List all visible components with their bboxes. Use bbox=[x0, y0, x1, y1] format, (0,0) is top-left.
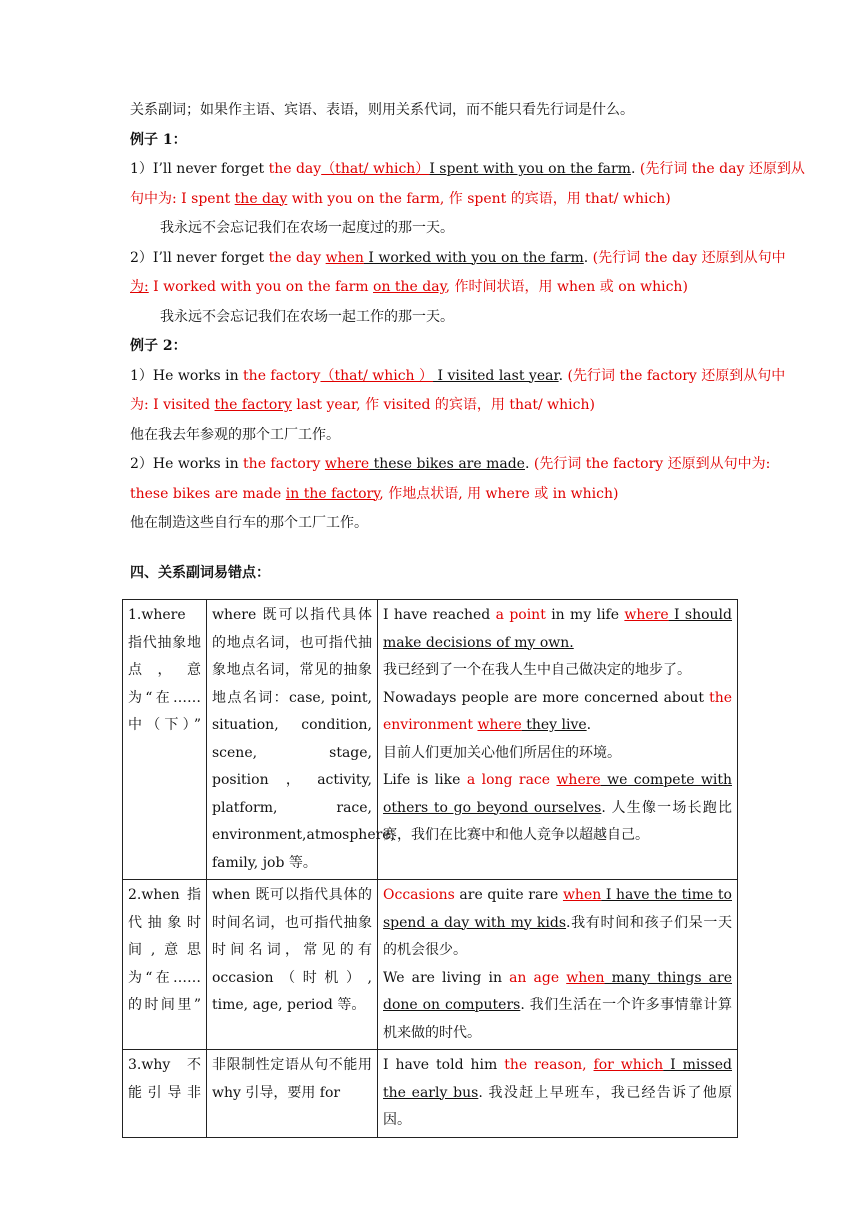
example1-heading: 例子 1： bbox=[130, 131, 187, 148]
example-sentence: Occasions are quite rare when I have the time to spend a day with my kids.我有时间和孩子们呆一天的机会很少。 bbox=[383, 887, 733, 958]
errors-table bbox=[122, 599, 738, 1138]
example2-sentence2-translation: 他在制造这些自行车的那个工厂工作。 bbox=[130, 515, 368, 531]
table-row bbox=[123, 880, 738, 1050]
document-page bbox=[130, 96, 805, 588]
section4-title: 四、关系副词易错点： bbox=[130, 564, 270, 581]
example1-sentence1: 1）I’ll never forget the day（that/ which）I spent with you on the farm. (先行词 the day 还原到从 bbox=[130, 161, 805, 177]
example2-sentence1-note: 为: I visited the factory last year, 作 visited 的宾语，用 that/ which) bbox=[130, 397, 595, 413]
table-row bbox=[123, 600, 738, 880]
table-row bbox=[123, 1050, 738, 1138]
example-sentence: I have reached a point in my life where I should make decisions of my own. bbox=[383, 607, 732, 651]
example1-sentence2: 2）I’ll never forget the day when I worked with you on the farm. (先行词 the day 还原到从句中 bbox=[130, 249, 786, 266]
table-cell-examples bbox=[378, 600, 738, 880]
table-cell-category: 2.when 指代抽象时间,意思为“在……的时间里” bbox=[123, 880, 207, 1050]
table-cell-examples bbox=[378, 1050, 738, 1138]
example-translation: 目前人们更加关心他们所居住的环境。 bbox=[383, 744, 621, 761]
intro-text: 关系副词；如果作主语、宾语、表语，则用关系代词，而不能只看先行词是什么。 bbox=[130, 102, 634, 118]
example-sentence: Nowadays people are more concerned about the environment where they live. bbox=[383, 689, 732, 733]
table-cell-examples bbox=[378, 880, 738, 1050]
example2-heading: 例子 2： bbox=[130, 338, 187, 354]
example-sentence: I have told him the reason, for which I missed the early bus. 我没赶上早班车，我已经告诉了他原因。 bbox=[383, 1057, 733, 1128]
example-sentence: We are living in an age when many things are done on computers. 我们生活在一个许多事情靠计算机来做的时代。 bbox=[383, 969, 732, 1041]
table-cell-explanation: where 既可以指代具体的地点名词，也可指代抽象地点名词，常见的抽象地点名词：case, point, situation, condition, scene, stage, position，activity, platform, race, environment,atmosphere, family, job 等。 bbox=[207, 600, 378, 880]
example1-sentence2-translation: 我永远不会忘记我们在农场一起工作的那一天。 bbox=[160, 308, 454, 325]
table-cell-category: 1.where 指代抽象地点，意为“在……中（下）” bbox=[123, 600, 207, 880]
table-cell-explanation: when 既可以指代具体的时间名词，也可指代抽象时间名词，常见的有 occasion（时机）, time, age, period 等。 bbox=[207, 880, 378, 1050]
example1-sentence1-translation: 我永远不会忘记我们在农场一起度过的那一天。 bbox=[160, 220, 454, 236]
table-cell-explanation: 非限制性定语从句不能用 why 引导，要用 for bbox=[207, 1050, 378, 1138]
example1-sentence2-note: 为: I worked with you on the farm on the day, 作时间状语，用 when 或 on which) bbox=[130, 279, 688, 295]
example-sentence: Life is like a long race where we compete with others to go beyond ourselves. 人生像一场长跑比赛，我们在比赛中和他人竞争以超越自己。 bbox=[383, 772, 732, 843]
example2-sentence1: 1）He works in the factory（that/ which ） I visited last year. (先行词 the factory 还原到从句中 bbox=[130, 367, 786, 384]
example2-sentence2-note: these bikes are made in the factory, 作地点状语, 用 where 或 in which) bbox=[130, 485, 619, 502]
table-cell-category: 3.why 不能引导非 bbox=[123, 1050, 207, 1138]
example1-sentence1-note: 句中为: I spent the day with you on the farm, 作 spent 的宾语，用 that/ which) bbox=[130, 190, 671, 207]
example2-sentence2: 2）He works in the factory where these bikes are made. (先行词 the factory 还原到从句中为: bbox=[130, 456, 771, 472]
example-translation: 我已经到了一个在我人生中自己做决定的地步了。 bbox=[383, 662, 691, 678]
example2-sentence1-translation: 他在我去年参观的那个工厂工作。 bbox=[130, 426, 340, 443]
